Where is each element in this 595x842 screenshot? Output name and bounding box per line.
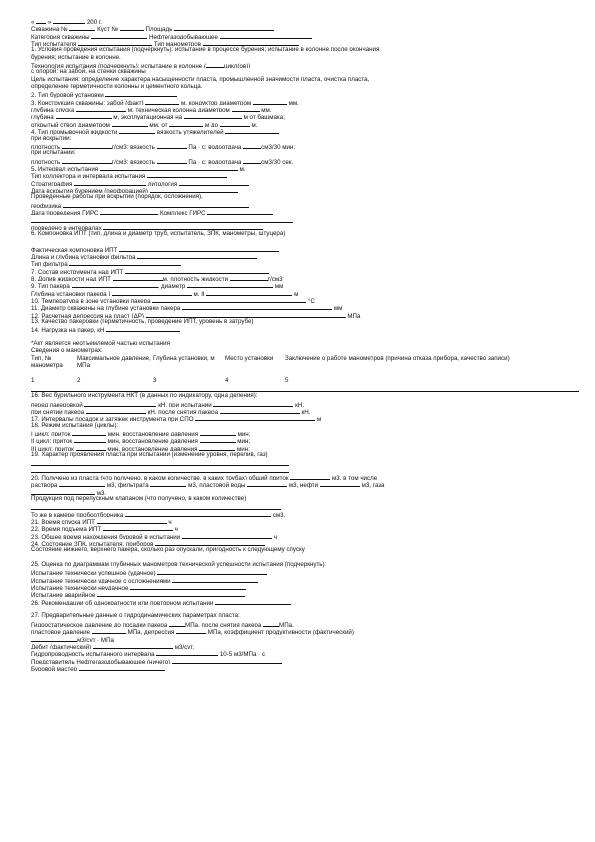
label-under-bypass-valve: Продукция под перепускным клапаном (что получено, в каком количестве) (31, 494, 247, 502)
form-line (31, 649, 579, 656)
label-logged-intervals: проведено в интервалах (31, 224, 102, 230)
label-well-number: Скважина № (31, 26, 68, 32)
label-geophysics: геофизика (31, 202, 62, 208)
label-cycle-1: I цикл: приток (31, 430, 71, 437)
form-line (31, 407, 579, 414)
item-22-pull-out-time: 22. Время подъема ИПТ (31, 526, 102, 532)
item-16-string-weight: 16. Вес бурильного инструмента НКТ (в данных по индикатору, одна деления): (31, 392, 258, 400)
form-line (31, 400, 579, 407)
label-works-performed: Проведенные работы при вскрытии (порядок, осложнения), (31, 193, 203, 201)
form-line (31, 546, 579, 553)
label-before-packing: перед пакеровкой (31, 401, 83, 407)
form-line (31, 347, 579, 354)
form-line (31, 325, 579, 332)
label-buildup: мин, восстановление давления (107, 430, 199, 437)
label-run-depth: глубина спуска (31, 107, 75, 113)
form-line (31, 524, 579, 531)
unit-m: м. (251, 121, 258, 128)
label-filter-type: Тип фильтра (31, 261, 68, 267)
form-line (31, 157, 579, 164)
label-gas: м3, газа (361, 482, 385, 488)
label-drilling-master: Буровой мастер (31, 665, 78, 672)
form-line (31, 612, 579, 619)
label-filtrate: м3, фильтрата (106, 482, 149, 488)
item-19-reservoir-behavior: 19. Характер проявления пласта при испытании (изменение уровня, перелив, газ) (31, 450, 268, 458)
form-line (31, 281, 579, 288)
form-line (31, 590, 579, 597)
form-line (31, 561, 579, 568)
item-5-test-interval: 5. Интервал испытания (31, 165, 99, 172)
form-line (31, 223, 579, 230)
unit-mm: мм (333, 305, 343, 311)
item-2-rig-type: 2. Тип буровой установки (31, 92, 104, 98)
unit-mm: мм, (288, 99, 299, 106)
label-hydrostatic-pressure: Гидростатическое давление до посадки пакера (31, 621, 168, 628)
form-line (31, 473, 579, 480)
label-packer-depth-2: м, II (193, 290, 205, 297)
label-stratigraphy: Стратиграфия (31, 180, 73, 186)
unit-kn: кН, (295, 401, 305, 407)
label-water-loss: Па · с; водоотдача (188, 158, 242, 164)
label-productivity-index: МПа, коэффициент продуктивности (фактический) (207, 629, 354, 635)
unit-min: мин; (237, 445, 250, 451)
item-14-packer-load: 14. Нагрузка на пакер, кН (31, 327, 105, 333)
form-line (31, 76, 579, 83)
label-test-emergency: Испытание аварийное (31, 592, 96, 598)
label-cycle-2: II цикл: приток (31, 438, 73, 444)
unit-kn: кН. (301, 408, 311, 415)
form-line (31, 252, 579, 259)
form-line: Технология испытания (подчеркнуть): испытание в колонне ( цикл(ов)) (31, 63, 251, 69)
label-company-representative: Представитель Нефтегазодобывающее (ничего) (31, 658, 171, 664)
form-line (31, 46, 579, 53)
item-26-recommendations: 26. Рекомендации об однократности или повторном испытании (31, 599, 214, 606)
form-line (31, 444, 579, 451)
label-depth: глубина (31, 114, 54, 120)
date-year: 200 г. (86, 19, 103, 25)
form-line (31, 120, 579, 127)
item-3-construction: 3. Конструкция скважины: забой (факт) (31, 99, 144, 106)
label-test-failed: Испытание технически неудачное (31, 585, 129, 591)
label-transmissibility: Гидропроводность испытанного интервала (31, 651, 155, 657)
item-13-packer-quality: 13. Качество пакеровки (герметичность, проведение ИПТ, уровень в затрубе) (31, 318, 254, 326)
form-line (31, 568, 579, 575)
note-act-appendix: *Акт является неотъемлемой частью испытания (31, 340, 170, 348)
form-line (31, 164, 579, 171)
label-logging-suite: Комплекс ГИРС (159, 209, 206, 216)
label-viscosity: г/см3; вязкость (111, 143, 155, 150)
unit-m: м. (239, 165, 246, 172)
label-test-success: Испытание технически успешное (удачное) (31, 570, 156, 576)
form-line (31, 230, 579, 237)
form-line (31, 422, 579, 429)
unit-transmissibility: 10-5 м3/МПа · с (219, 651, 266, 657)
form-line (31, 193, 579, 200)
table-header-cell: Максимальное давление, МПа (77, 354, 151, 370)
table-number-cell: 3 (153, 376, 157, 384)
item-24-equipment-state: 24. Состояние ЗПК, испытателя, приборов (31, 541, 154, 547)
close-quote: » (47, 19, 52, 25)
label-formation-water: м3, пластовой воды (188, 482, 246, 488)
label-mm-from: мм, от (149, 121, 168, 128)
unit-mpa: МПа (347, 312, 361, 319)
manometer-table-numbers (31, 377, 579, 385)
form-line (31, 127, 579, 134)
label-at-unpacking: при снятии пакера (31, 408, 85, 415)
label-buildup: мин, восстановление давления (107, 445, 198, 451)
unit-mpa: МПа, (279, 621, 294, 628)
label-production-casing: м, эксплуатационная на (113, 114, 183, 120)
unit-celsius: °С (308, 298, 315, 304)
manometer-table-header (31, 355, 579, 377)
form-line (31, 436, 579, 443)
label-m-to: м до (204, 121, 219, 128)
form-line (31, 274, 579, 281)
form-line (31, 510, 579, 517)
date-line (31, 17, 579, 24)
open-quote: « (31, 19, 35, 25)
label-after-unpacking: кН, после снятия пакера (147, 408, 219, 415)
label-reservoir-pressure: пластовое давление (31, 629, 91, 635)
form-line (31, 429, 579, 436)
unit-mm: мм (274, 283, 284, 289)
label-intermediate-casing: м; техническая колонна диаметром (127, 107, 230, 113)
form-line (31, 112, 579, 119)
form-line (31, 201, 579, 208)
form-line (31, 32, 579, 39)
item-23-total-test-time: 23. Общее время нахождения буровой в испытании (31, 533, 181, 540)
form-line (31, 635, 579, 642)
unit-h: ч (273, 533, 277, 540)
item-10-temperature: 10. Температура в зоне установки пакера (31, 298, 151, 304)
label-filter-length-depth: Длина и глубина установки фильтра (31, 254, 136, 260)
form-line (31, 90, 579, 97)
form-line (31, 480, 579, 487)
form-line (31, 142, 579, 149)
form-line (31, 39, 579, 46)
label-oil-gas-company: Нефтегазодобывающее (149, 33, 218, 40)
form-line (31, 54, 579, 61)
form-line (31, 259, 579, 266)
form-line (31, 532, 579, 539)
unit-min: мин; (237, 438, 251, 444)
unit-min: мин; (237, 430, 251, 437)
table-header-cell: Глубина установки, м (153, 354, 215, 362)
unit-m: м (294, 290, 299, 297)
label-density: плотность (31, 158, 61, 164)
unit-h: ч (168, 519, 172, 525)
label-weighting-viscosity: вязкость утяжелителей (156, 129, 224, 135)
label-tester-type: Тип испытателя (31, 41, 77, 47)
form-line (31, 311, 579, 318)
item-7-tool-string: 7. Состав инструмента над ИПТ (31, 268, 124, 275)
label-conductor: м, кондуктор диаметром (181, 99, 252, 106)
item-6-dst-assembly: 6. Компоновка ИПТ (тип, длина и диаметр труб, испытатель, ЗПК, манометры, штуцера) (31, 229, 286, 237)
form-line (31, 98, 579, 105)
label-pad-number: Куст № (97, 26, 119, 32)
form-line (31, 267, 579, 274)
label-penetration-date: Дата вскрытия бурением (перфорацией) (31, 187, 148, 194)
label-sampler-chamber: То же в камере пробоотборника (31, 511, 124, 517)
label-cycle-3: III цикл: приток (31, 445, 74, 451)
form-line (31, 598, 579, 605)
label-purpose: Цель испытания: определение характера насыщенности пласта, промышленной значимости пласта, очистка пласта, (31, 75, 370, 83)
label-reservoir-type: Тип коллектора и интервала испытания (31, 173, 146, 179)
label-buildup: мин, восстановление давления (107, 438, 198, 444)
label-lithology: литология (147, 180, 178, 186)
unit-cm3: см3. (272, 511, 286, 517)
form-line (31, 318, 579, 325)
item-1-conditions: 1. Условия проведения испытания (подчеркнуть): испытание в процессе бурения; испытание в колонне после окончания (31, 46, 380, 54)
item-8-fluid-topup: 8. Долив жидкости над ИПТ (31, 276, 111, 282)
item-18-test-regime: 18. Режим испытания (циклы): (31, 421, 119, 429)
label-well-category: Категория скважины (31, 33, 90, 40)
form-line (31, 620, 579, 627)
item-11-hole-diameter: 11. Диаметр скважины на глубине установки пакера (31, 305, 181, 311)
label-mud: раствора (31, 482, 58, 488)
table-number-cell: 4 (225, 376, 229, 384)
form-line (31, 583, 579, 590)
label-after-unseat: МПа, после снятия пакера (185, 621, 262, 628)
form-line (31, 414, 579, 421)
label-oil: м3, нефти (288, 482, 319, 488)
form-line (31, 208, 579, 215)
form-line (31, 186, 579, 193)
label-technology: Технология испытания (подчеркнуть): испытание в колонне ( (31, 63, 207, 69)
item-12-drawdown: 12. Расчетная депрессия на пласт (ΔP) (31, 312, 144, 319)
form-line (31, 495, 579, 502)
form-line (31, 68, 579, 75)
label-packer-state: Состояние нижнего, верхнего пакера, сколько раз опускали, пригодность к следующему спуску (31, 546, 305, 554)
unit-m3-day: м3/сут. (174, 643, 195, 650)
table-number-cell: 5 (285, 376, 289, 384)
label-cycles: цикл(ов) (224, 63, 249, 69)
unit-h: ч (174, 526, 178, 532)
label-including: м3, в том числе (332, 474, 378, 481)
label-packer-depth-1: Глубина установки пакера I (31, 290, 111, 297)
label-purpose-cont: определение герметичности колонны и цементного кольца. (31, 83, 203, 91)
label-fluid-density: м, плотность жидкости (162, 276, 229, 282)
item-9-packer-type: 9. Тип пакера (31, 283, 70, 289)
label-area: Площадь (145, 26, 173, 32)
table-header-cell: Место установки (225, 354, 274, 362)
form-line (31, 517, 579, 524)
unit-m: м (316, 416, 322, 422)
label-diameter: , диаметр (157, 283, 186, 289)
unit-mm: мм, (261, 107, 272, 113)
form-content (31, 17, 579, 671)
form-line (31, 664, 579, 671)
form-line (31, 488, 579, 495)
label-viscosity: г/см3; вязкость (111, 158, 155, 164)
form-line (31, 171, 579, 178)
label-actual-assembly: Фактическая компоновка ИПТ (31, 246, 118, 252)
form-line (31, 303, 579, 310)
label-manometer-type: Тип манометров (153, 41, 201, 47)
item-27-hydrodynamic-params: 27. Предварительные данные о гидродинамических параметрах пласта: (31, 612, 240, 620)
label-density: плотность (31, 143, 61, 150)
unit-cm3-30min: см3/30 мин; (261, 143, 296, 150)
form-line (31, 392, 579, 399)
table-number-cell: 1 (31, 376, 35, 384)
form-line (31, 576, 579, 583)
table-header-cell: Тип, № манометра (31, 354, 63, 370)
label-from-shoe: м от башмака; (243, 114, 285, 120)
table-number-cell: 2 (77, 376, 81, 384)
form-line (31, 340, 579, 347)
label-open-hole: открытый ствол диаметром (31, 121, 110, 128)
label-test-success-complicated: Испытание технически удачное с осложнениями (31, 577, 171, 584)
item-20-inflow-total: 20. Получено из пласта (что получено, в каком количестве, в каких трубах) общий приток (31, 474, 289, 481)
form-line (31, 289, 579, 296)
label-manometer-info: Сведения о манометрах: (31, 347, 103, 355)
form-line (31, 245, 579, 252)
unit-cm3-30sec: см3/30 сек. (261, 158, 294, 164)
unit-m3: м3. (96, 489, 107, 495)
form-line (31, 642, 579, 649)
label-support: с опорой: на забой, на стенки скважины (31, 68, 146, 76)
form-line (31, 451, 579, 458)
form-line (31, 24, 579, 31)
label-at-test: кН, при испытании (158, 401, 212, 407)
item-4-mud-type: 4. Тип промывочной жидкости (31, 129, 118, 135)
form-line (31, 83, 579, 90)
form-line (31, 627, 579, 634)
table-header-cell: Заключение о работе манометров (причина отказа прибора, качество записи) (285, 354, 510, 362)
item-1-conditions-cont: бурения; испытание в колонне. (31, 53, 121, 61)
label-flow-rate: Дебит (фактический) (31, 643, 92, 650)
item-25-technical-success: 25. Оценка по диаграммам глубинных манометров технической успешности испытания (подчеркнуть): (31, 561, 327, 569)
label-at-drilling: при вскрытии: (31, 134, 72, 142)
form-line (31, 296, 579, 303)
item-17-drag-intervals: 17. Интервалы посадок и затяжек инструмента при СПО (31, 416, 194, 422)
form-line (31, 135, 579, 142)
unit-g-cm3: г/см3 (267, 276, 283, 282)
form-line (31, 539, 579, 546)
form-line (31, 105, 579, 112)
label-drawdown: МПа, депрессия (127, 629, 175, 635)
label-water-loss: Па · с; водоотдача (188, 143, 242, 150)
label-logging-date: Дата проведения ГИРС (31, 209, 99, 216)
label-at-testing: при испытании: (31, 149, 76, 157)
unit-m3-day-mpa: м3/сут · МПа (77, 636, 114, 642)
item-21-run-in-time: 21. Время спуска ИПТ (31, 519, 95, 525)
form-line (31, 657, 579, 664)
form-line (31, 179, 579, 186)
form-line (31, 149, 579, 156)
